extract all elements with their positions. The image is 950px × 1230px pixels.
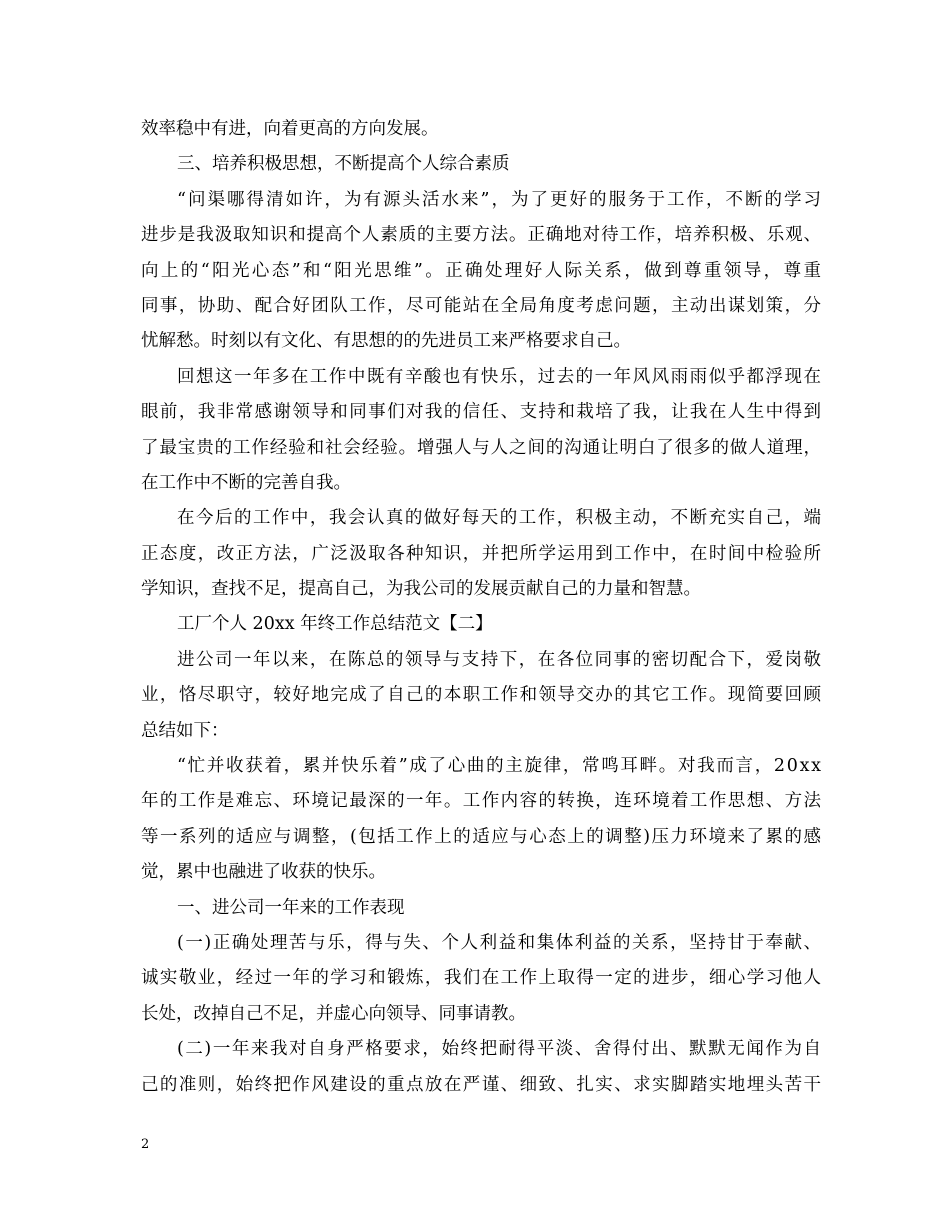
text-line: 一、进公司一年来的工作表现 (177, 897, 405, 918)
text-line: 了最宝贵的工作经验和社会经验。增强人与人之间的沟通让明白了很多的做人道理， (141, 437, 822, 458)
text-line: 向上的“阳光心态”和“阳光思维”。正确处理好人际关系，做到尊重领导，尊重 (141, 260, 824, 281)
text-line: 等一系列的适应与调整，(包括工作上的适应与心态上的调整)压力环境来了累的感 (141, 826, 823, 847)
text-line: 觉，累中也融进了收获的快乐。 (141, 862, 386, 883)
page-number: 2 (141, 1137, 150, 1152)
text-line: 总结如下： (141, 720, 229, 741)
text-line: “问渠哪得清如许，为有源头活水来”，为了更好的服务于工作，不断的学习 (177, 189, 824, 210)
text-line: (一)正确处理苦与乐，得与失、个人利益和集体利益的关系，坚持甘于奉献、 (177, 932, 823, 953)
text-line: 正态度，改正方法，广泛汲取各种知识，并把所学运用到工作中，在时间中检验所 (141, 543, 823, 564)
text-line: 己的准则，始终把作风建设的重点放在严谨、细致、扎实、求实脚踏实地埋头苦干 (141, 1074, 823, 1095)
text-line: 年的工作是难忘、环境记最深的一年。工作内容的转换，连环境着工作思想、方法 (141, 791, 823, 812)
text-line: 在工作中不断的完善自我。 (141, 472, 351, 493)
text-line: 效率稳中有进，向着更高的方向发展。 (141, 119, 439, 139)
text-line: 在今后的工作中，我会认真的做好每天的工作，积极主动，不断充实自己，端 (177, 508, 823, 529)
text-line: 回想这一年多在工作中既有辛酸也有快乐，过去的一年风风雨雨似乎都浮现在 (177, 366, 823, 387)
text-line: 业，恪尽职守，较好地完成了自己的本职工作和领导交办的其它工作。现简要回顾 (141, 685, 823, 706)
text-line: 进步是我汲取知识和提高个人素质的主要方法。正确地对待工作，培养积极、乐观、 (141, 225, 822, 246)
text-line: 工厂个人 20xx 年终工作总结范文【二】 (177, 614, 493, 635)
text-line: 学知识，查找不足，提高自己，为我公司的发展贡献自己的力量和智慧。 (141, 579, 701, 600)
text-line: 同事，协助、配合好团队工作，尽可能站在全局角度考虑问题，主动出谋划策，分 (141, 295, 823, 316)
text-line: “忙并收获着，累并快乐着”成了心曲的主旋律，常鸣耳畔。对我而言，20xx (177, 756, 823, 777)
text-line: 诚实敬业，经过一年的学习和锻炼，我们在工作上取得一定的进步，细心学习他人 (141, 968, 823, 989)
text-line: 长处，改掉自己不足，并虚心向领导、同事请教。 (141, 1003, 526, 1024)
text-line: (二)一年来我对自身严格要求，始终把耐得平淡、舍得付出、默默无闻作为自 (177, 1039, 823, 1060)
text-line: 进公司一年以来，在陈总的领导与支持下，在各位同事的密切配合下，爱岗敬 (177, 649, 823, 670)
text-line: 三、培养积极思想，不断提高个人综合素质 (177, 154, 510, 175)
text-line: 忧解愁。时刻以有文化、有思想的的先进员工来严格要求自己。 (141, 331, 631, 352)
text-line: 眼前，我非常感谢领导和同事们对我的信任、支持和栽培了我，让我在人生中得到 (141, 402, 823, 423)
document-body (141, 112, 824, 1103)
